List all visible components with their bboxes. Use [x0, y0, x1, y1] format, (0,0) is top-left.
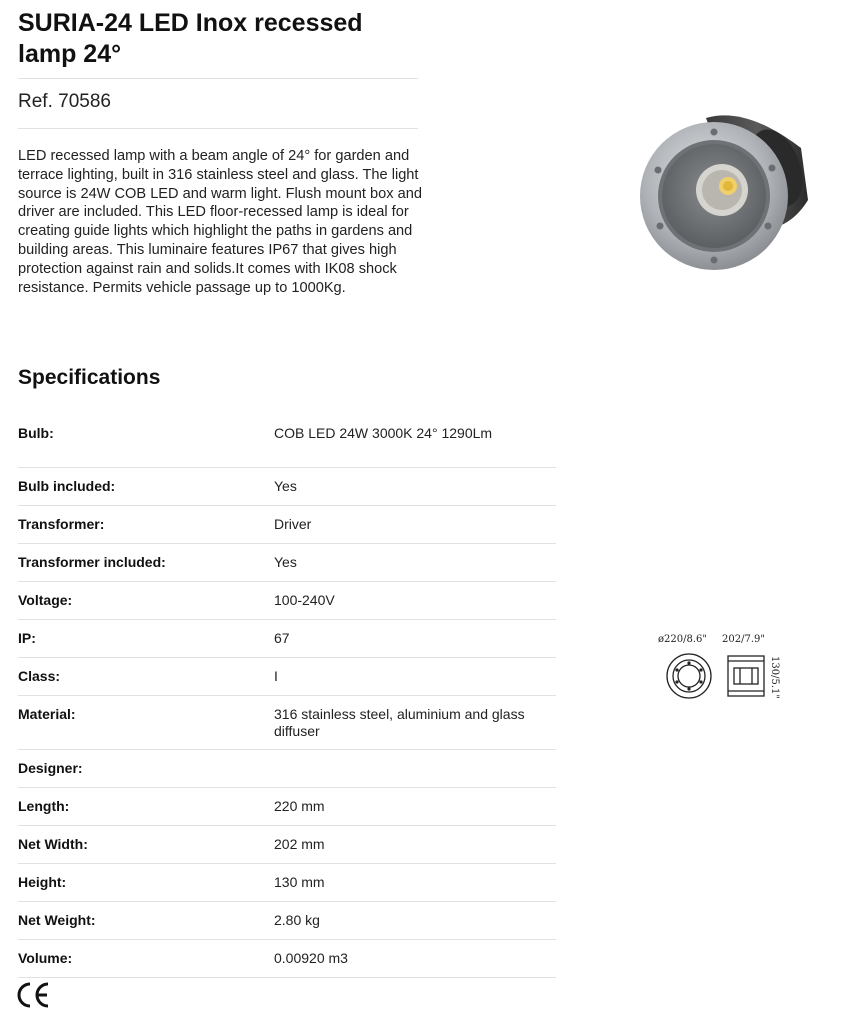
product-title: SURIA-24 LED Inox recessed lamp 24°: [18, 9, 363, 68]
spec-label: Material:: [18, 706, 76, 722]
specifications-table: [18, 410, 556, 978]
spec-value: I: [274, 668, 278, 684]
spec-value: 220 mm: [274, 798, 325, 814]
spec-row-bulb: [18, 410, 556, 468]
spec-row-net-weight: [18, 902, 556, 940]
ce-mark-icon: [16, 980, 52, 1010]
ref-divider: [18, 128, 418, 129]
spec-row-material: [18, 696, 556, 750]
spec-label: Volume:: [18, 950, 73, 966]
spec-value: Yes: [274, 554, 297, 570]
spec-value: 130 mm: [274, 874, 325, 890]
product-description: LED recessed lamp with a beam angle of 24° for garden and terrace lighting, built in 316 stainless steel and glass. The light source is 24W COB LED and warm light. Flush mount box and driver are included. This LED floor-recessed lamp is ideal for creating guide lights which highlight the paths in gardens and building areas. This luminaire features IP67 that gives high protection against rain and solids.It comes with IK08 shock resistance. Permits vehicle passage up to 1000Kg.: [18, 148, 422, 296]
specifications-heading: Specifications: [18, 366, 161, 389]
spec-value: 202 mm: [274, 836, 325, 852]
dimensions-drawing: [656, 630, 791, 710]
spec-row-height: [18, 864, 556, 902]
product-reference: Ref. 70586: [18, 91, 111, 112]
width-label: 202/7.9": [722, 634, 765, 645]
spec-row-transformer: [18, 506, 556, 544]
spec-row-volume: [18, 940, 556, 978]
spec-label: Length:: [18, 798, 70, 814]
product-image: [636, 108, 816, 288]
spec-value: 0.00920 m3: [274, 950, 348, 966]
spec-label: Height:: [18, 874, 67, 890]
spec-value: 67: [274, 630, 290, 646]
spec-label: Bulb included:: [18, 478, 116, 494]
spec-label: Class:: [18, 668, 61, 684]
spec-value: 316 stainless steel, aluminium and glass diffuser: [274, 706, 525, 739]
spec-row-bulb-included: [18, 468, 556, 506]
spec-value: 2.80 kg: [274, 912, 320, 928]
spec-label: Net Width:: [18, 836, 88, 852]
spec-row-length: [18, 788, 556, 826]
height-label: 130/5.1": [769, 656, 780, 699]
title-divider: [18, 78, 418, 79]
spec-label: Designer:: [18, 760, 83, 776]
spec-row-class: [18, 658, 556, 696]
spec-row-designer: [18, 750, 556, 788]
spec-value: COB LED 24W 3000K 24° 1290Lm: [274, 425, 493, 441]
side-view-icon: [728, 656, 764, 696]
spec-label: IP:: [18, 630, 36, 646]
top-view-icon: [667, 654, 711, 698]
spec-label: Transformer:: [18, 516, 105, 532]
spec-label: Bulb:: [18, 425, 54, 441]
spec-value: Yes: [274, 478, 297, 494]
spec-row-voltage: [18, 582, 556, 620]
spec-label: Voltage:: [18, 592, 73, 608]
spec-value: Driver: [274, 516, 312, 532]
spec-row-net-width: [18, 826, 556, 864]
spec-row-ip: [18, 620, 556, 658]
spec-value: 100-240V: [274, 592, 335, 608]
spec-row-transformer-included: [18, 544, 556, 582]
diameter-label: ø220/8.6": [658, 634, 707, 645]
spec-label: Net Weight:: [18, 912, 96, 928]
spec-label: Transformer included:: [18, 554, 166, 570]
